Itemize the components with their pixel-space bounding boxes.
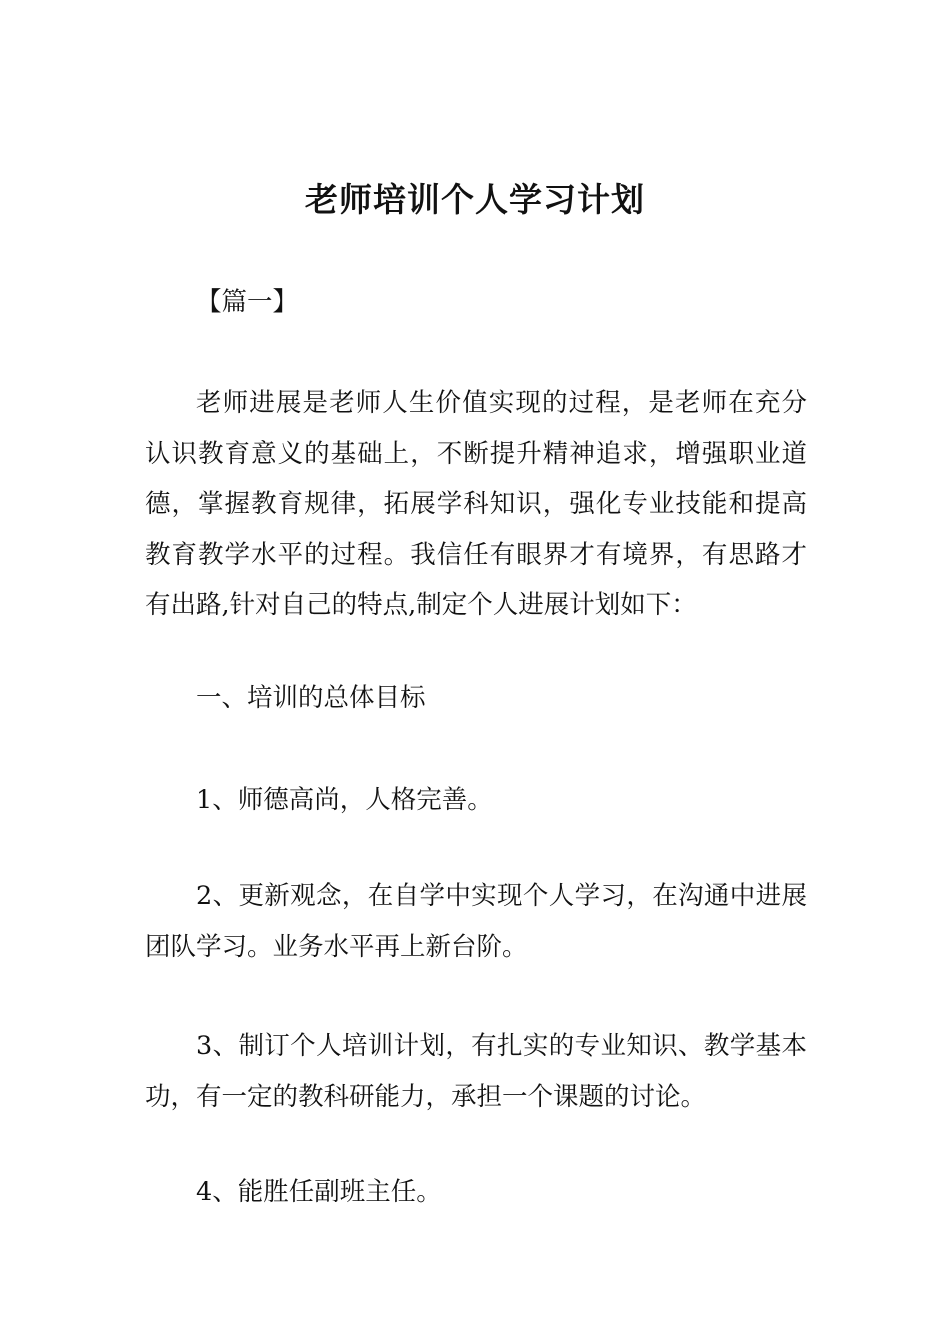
document-title: 老师培训个人学习计划	[305, 180, 645, 219]
list-item-2: 2、更新观念，在自学中实现个人学习，在沟通中进展团队学习。业务水平再上新台阶。	[145, 881, 807, 962]
list-item-1: 1、师德高尚，人格完善。	[196, 785, 493, 815]
section-heading-goal: 一、培训的总体目标	[196, 683, 426, 713]
list-item-3: 3、制订个人培训计划，有扎实的专业知识、教学基本功，有一定的教科研能力，承担一个课题的讨论。	[145, 1031, 807, 1112]
list-item-4: 4、能胜任副班主任。	[196, 1177, 442, 1207]
paragraph-intro: 老师进展是老师人生价值实现的过程，是老师在充分认识教育意义的基础上，不断提升精神追求，增强职业道德，掌握教育规律，拓展学科知识，强化专业技能和提高教育教学水平的过程。我信任有眼界才有境界，有思路才有出路,针对自己的特点,制定个人进展计划如下：	[145, 388, 807, 620]
section-label: 【篇一】	[196, 287, 299, 317]
